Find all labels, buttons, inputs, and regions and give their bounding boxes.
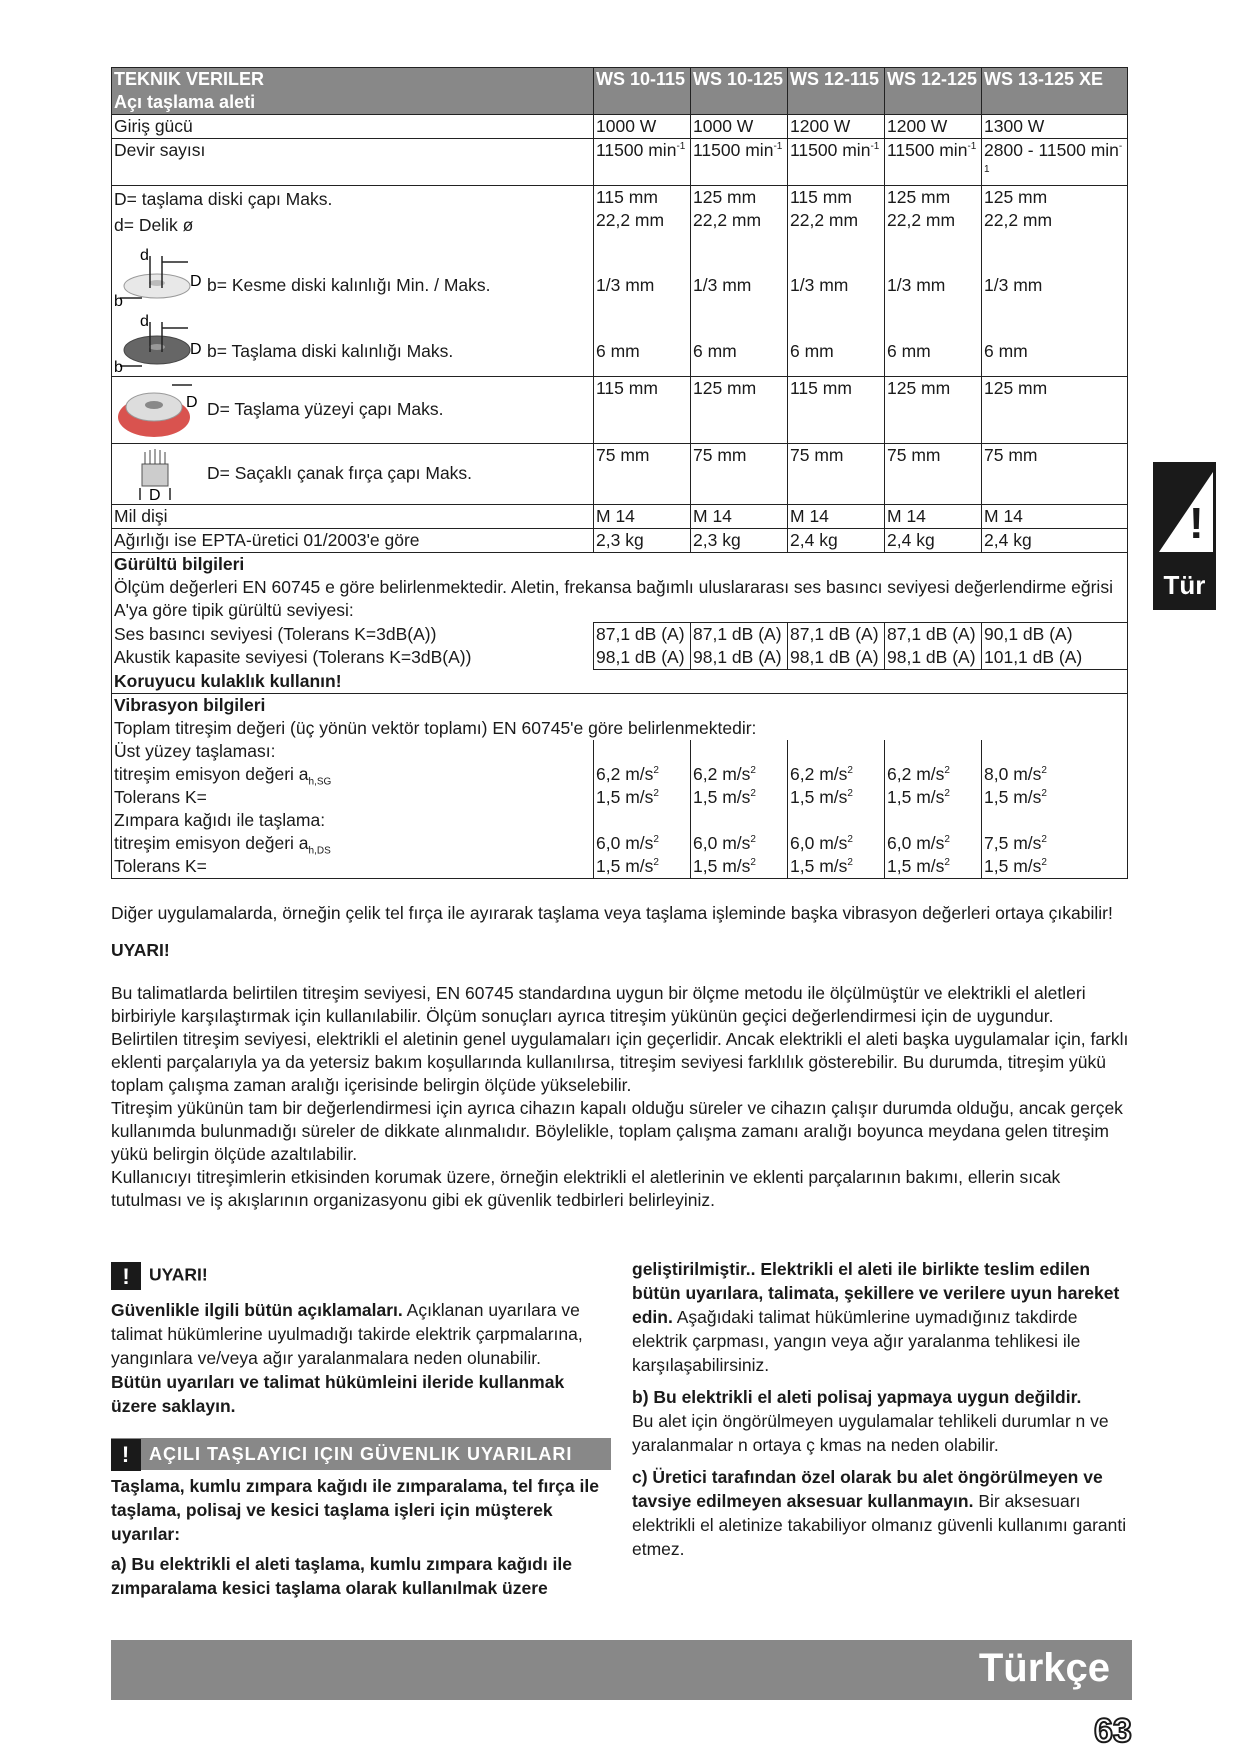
- cutting-disc-icon: [112, 248, 202, 308]
- cell-value: 90,1 dB (A): [982, 623, 1128, 647]
- cell-value: 75 mm: [885, 444, 982, 505]
- cell-value: 115 mm: [790, 187, 852, 207]
- vibration-intro: Toplam titreşim değeri (üç yönün vektör toplamı) EN 60745'e göre belirlenmektedir:: [114, 718, 757, 738]
- cell-value: [984, 763, 1125, 786]
- row-label: Ağırlığı ise EPTA-üretici 01/2003'e göre: [112, 529, 594, 553]
- speed-value: 11500 min: [790, 140, 871, 160]
- emission-subscript: h,SG: [308, 776, 332, 788]
- vib-value: 6,0 m/s: [790, 833, 848, 853]
- cell-value: 2,3 kg: [594, 529, 691, 553]
- unit-exponent: 2: [750, 834, 756, 846]
- noise-intro: Ölçüm değerleri EN 60745 e göre belirlenmektedir. Aletin, frekansa bağımlı uluslararası ses basıncı seviyesi değerlendirme eğrisi A'ya göre tipik gürültü seviyesi:: [114, 577, 1113, 620]
- cell-value: 98,1 dB (A): [788, 646, 885, 670]
- warning-paragraph: Belirtilen titreşim seviyesi, elektrikli el aletinin genel uygulamaları için geçerlidir. Ancak elektrikli el aleti başka uygulamalar için, farklı eklenti parçalarıyla ya da yetersiz bakım koşullarında kullanılırsa, titreşim seviyesi farklılık gösterebilir. Bu durumda, titreşim yükü toplam çalışma zaman aralığı içerisinde belirgin ölçüde yükselebilir.: [111, 1029, 1129, 1095]
- row-label-disc-block: [112, 186, 594, 377]
- row-label: [112, 809, 594, 879]
- cell-value: [887, 832, 979, 855]
- cell-value: M 14: [885, 505, 982, 529]
- cell-value: 2,4 kg: [788, 529, 885, 553]
- common-warnings-heading: Taşlama, kumlu zımpara kağıdı ile zımparalama, tel fırça ile taşlama, polisaj ve kesici taşlama işleri için müşterek uyarılar:: [111, 1476, 599, 1544]
- cell-value: 115 mm: [594, 377, 691, 444]
- disc-diameter-label: D= taşlama diski çapı Maks.: [114, 189, 333, 209]
- unit-exponent: 2: [944, 834, 950, 846]
- cell-value: [691, 139, 788, 186]
- vib-value: 7,5 m/s: [984, 833, 1042, 853]
- vibration-intro-cell: [112, 694, 1128, 741]
- cell-vibration: [691, 809, 788, 879]
- row-label: [112, 444, 594, 505]
- cell-disc-block: [982, 186, 1128, 377]
- warning-label: UYARI!: [149, 1264, 208, 1285]
- sanding-title: Zımpara kağıdı ile taşlama:: [114, 810, 326, 830]
- cup-brush-icon: [112, 444, 202, 502]
- warning-label-row: [111, 1262, 611, 1290]
- speed-value: 2800 - 11500 min: [984, 140, 1119, 160]
- header-title-line1: TEKNIK VERILER: [114, 69, 265, 89]
- unit-exponent: 2: [750, 788, 756, 800]
- cell-value: 2,3 kg: [691, 529, 788, 553]
- table-row: [112, 646, 1128, 670]
- cell-value: [790, 763, 882, 786]
- table-row: [112, 505, 1128, 529]
- safety-paragraph: [111, 1298, 611, 1370]
- table-row: [112, 529, 1128, 553]
- speed-value: 11500 min: [596, 140, 677, 160]
- page-number: 63: [1094, 1712, 1132, 1750]
- cell-disc-block: [885, 186, 982, 377]
- table-row: [112, 115, 1128, 139]
- cell-value: [790, 855, 882, 878]
- warning-paragraphs: [111, 982, 1131, 1212]
- cell-value: [790, 832, 882, 855]
- vib-tol: 1,5 m/s: [790, 787, 848, 807]
- unit-exponent: -1: [984, 141, 1123, 176]
- cell-value: [984, 832, 1125, 855]
- cell-vibration: [691, 740, 788, 809]
- grind-surface-label: D= Taşlama yüzeyi çapı Maks.: [207, 399, 444, 419]
- cell-value: 6 mm: [693, 341, 737, 361]
- diagram-letter-b: b: [114, 359, 123, 374]
- item-b-heading: b) Bu elektrikli el aleti polisaj yapmaya uygun değildir.: [632, 1387, 1082, 1407]
- unit-exponent: -1: [773, 141, 783, 153]
- safety-text: Açıklanan uyarılara ve talimat hükümlerine uyulmadığı takirde elektrik çarpmalarına, yangınlara ve/veya ağır yaralanmalara neden olunabilir.: [111, 1300, 583, 1368]
- cell-vibration: [982, 809, 1128, 879]
- speed-value: 11500 min: [887, 140, 968, 160]
- unit-exponent: 2: [653, 788, 659, 800]
- unit-exponent: -1: [870, 141, 880, 153]
- cell-value: 1/3 mm: [984, 275, 1043, 295]
- cell-value: [596, 855, 688, 878]
- table-row: [112, 809, 1128, 879]
- grind-thickness-label: b= Taşlama diski kalınlığı Maks.: [207, 341, 454, 361]
- item-c-text: Bir aksesuarı elektrikli el aletinize takabiliyor olmanız güvenli kullanımı garanti etmez.: [632, 1491, 1127, 1559]
- cell-value: 2,4 kg: [885, 529, 982, 553]
- cell-value: [887, 786, 979, 809]
- cell-value: 125 mm: [982, 377, 1128, 444]
- cell-value: 125 mm: [693, 187, 757, 207]
- cell-value: 125 mm: [885, 377, 982, 444]
- item-c: [632, 1465, 1132, 1561]
- safety-banner: [111, 1438, 611, 1470]
- warning-paragraph: Titreşim yükünün tam bir değerlendirmesi için ayrıca cihazın kapalı olduğu süreler ve cihazın çalışır durumda olduğu, ancak gerçek kullanımda bulunmadığı süreler de dikkate alınmalıdır. Böylelikle, toplam çalışma zamanı aralığı boyunca meydana gelen titreşim yükü belirgin ölçüde azaltılabilir.: [111, 1098, 1123, 1164]
- table-row: [112, 740, 1128, 809]
- cell-value: M 14: [788, 505, 885, 529]
- vib-tol: 1,5 m/s: [887, 856, 945, 876]
- warning-paragraph: Kullanıcıyı titreşimlerin etkisinden korumak üzere, örneğin elektrikli el aletlerinin ve eklenti parçalarının bakımı, ellerin sıcak tutulması ve iş akışlarının organizasyonu gibi ek güvenlik tedbirleri belirleyiniz.: [111, 1167, 1061, 1210]
- vib-value: 6,0 m/s: [596, 833, 654, 853]
- cell-vibration: [594, 809, 691, 879]
- cell-value: [984, 855, 1125, 878]
- unit-exponent: 2: [847, 765, 853, 777]
- row-label: Mil dişi: [112, 505, 594, 529]
- emission-subscript: h,DS: [308, 845, 331, 857]
- row-label: [112, 740, 594, 809]
- tolerance-label: Tolerans K=: [114, 856, 207, 876]
- cell-value: 125 mm: [984, 187, 1048, 207]
- cell-value: 22,2 mm: [790, 210, 859, 230]
- cell-value: 1000 W: [691, 115, 788, 139]
- vib-value: 6,2 m/s: [887, 764, 945, 784]
- language-side-tab: [1153, 462, 1216, 610]
- vib-tol: 1,5 m/s: [596, 787, 654, 807]
- header-title-line2: Açı taşlama aleti: [114, 92, 256, 112]
- cell-vibration: [982, 740, 1128, 809]
- cell-value: [788, 139, 885, 186]
- cell-value: 87,1 dB (A): [691, 623, 788, 647]
- cut-thickness-label: b= Kesme diski kalınlığı Min. / Maks.: [207, 275, 491, 295]
- vib-tol: 1,5 m/s: [984, 787, 1042, 807]
- cell-value: 1200 W: [885, 115, 982, 139]
- emission-sg-label: [114, 763, 591, 786]
- vib-value: 6,0 m/s: [693, 833, 751, 853]
- model-header: WS 13-125 XE: [982, 68, 1128, 115]
- vibration-title: Vibrasyon bilgileri: [114, 695, 266, 715]
- cell-value: 22,2 mm: [887, 210, 956, 230]
- diagram-letter-b: b: [114, 293, 123, 308]
- item-a-bold: geliştirilmiştir.. Elektrikli el aleti ile birlikte teslim edilen bütün uyarılara, talimata, şekillere ve verilere uyun hareket edin.: [632, 1259, 1120, 1327]
- row-label: [112, 377, 594, 444]
- unit-exponent: 2: [750, 857, 756, 869]
- cell-value: 87,1 dB (A): [885, 623, 982, 647]
- keep-instructions: Bütün uyarıları ve talimat hükümleini ileride kullanmak üzere saklayın.: [111, 1372, 565, 1416]
- warning-triangle-icon: !: [111, 1262, 141, 1290]
- unit-exponent: 2: [847, 857, 853, 869]
- cell-value: M 14: [691, 505, 788, 529]
- unit-exponent: 2: [653, 857, 659, 869]
- cell-vibration: [594, 740, 691, 809]
- cell-value: 87,1 dB (A): [788, 623, 885, 647]
- cell-value: 6 mm: [790, 341, 834, 361]
- cell-value: 2,4 kg: [982, 529, 1128, 553]
- speed-value: 11500 min: [693, 140, 774, 160]
- cell-vibration: [788, 740, 885, 809]
- surface-grinding-title: Üst yüzey taşlaması:: [114, 741, 276, 761]
- item-b-text: Bu alet için öngörülmeyen uygulamalar tehlikeli durumlar n ve yaralanmalar n ortaya ç kmas na neden olabilir.: [632, 1411, 1109, 1455]
- cell-value: 1300 W: [982, 115, 1128, 139]
- row-label: Devir sayısı: [112, 139, 594, 186]
- vib-tol: 1,5 m/s: [887, 787, 945, 807]
- model-header: WS 12-115: [788, 68, 885, 115]
- cell-value: 6 mm: [984, 341, 1028, 361]
- item-c-bold: c) Üretici tarafından özel olarak bu alet öngörülmeyen ve tavsiye edilmeyen aksesuar kullanmayın.: [632, 1467, 1103, 1511]
- warning-paragraph: Bu talimatlarda belirtilen titreşim seviyesi, EN 60745 standardına uygun bir ölçme metodu ile ölçülmüştür ve elektrikli el aletleri birbiriyle karşılaştırmak için kullanılabilir. Ölçüm sonuçları ayrıca titreşim yükünün geçici değerlendirmesi için de uygundur.: [111, 983, 1086, 1026]
- item-a-continued: [632, 1257, 1132, 1377]
- table-row: [112, 444, 1128, 505]
- cell-value: 75 mm: [594, 444, 691, 505]
- vib-value: 6,2 m/s: [596, 764, 654, 784]
- row-label: Giriş gücü: [112, 115, 594, 139]
- sanding-pad-icon: [112, 379, 202, 441]
- unit-exponent: 2: [750, 765, 756, 777]
- row-label: Ses basıncı seviyesi (Tolerans K=3dB(A)): [112, 623, 594, 647]
- vib-tol: 1,5 m/s: [596, 856, 654, 876]
- unit-exponent: 2: [847, 834, 853, 846]
- table-row: [112, 139, 1128, 186]
- diagram-letter-D: D: [149, 487, 161, 502]
- model-header: WS 10-115: [594, 68, 691, 115]
- table-header-row: [112, 68, 1128, 115]
- vib-value: 6,0 m/s: [887, 833, 945, 853]
- table-row: [112, 623, 1128, 647]
- cell-value: 22,2 mm: [693, 210, 762, 230]
- cell-value: 98,1 dB (A): [691, 646, 788, 670]
- cell-vibration: [788, 809, 885, 879]
- table-row: [112, 670, 1128, 694]
- cell-value: [693, 855, 785, 878]
- cell-value: 115 mm: [788, 377, 885, 444]
- left-column: [111, 1262, 611, 1600]
- emission-ds-label: [114, 832, 591, 855]
- warning-text-block: [111, 902, 1131, 1212]
- banner-text: AÇILI TAŞLAYICI IÇIN GÜVENLIK UYARILARI: [149, 1444, 573, 1464]
- cell-value: 98,1 dB (A): [594, 646, 691, 670]
- noise-title: Gürültü bilgileri: [114, 554, 245, 574]
- warning-heading: UYARI!: [111, 940, 170, 960]
- cell-value: [693, 832, 785, 855]
- cell-disc-block: [788, 186, 885, 377]
- vib-value: 6,2 m/s: [693, 764, 751, 784]
- unit-exponent: 2: [1041, 788, 1047, 800]
- cell-value: 75 mm: [691, 444, 788, 505]
- cell-value: 1/3 mm: [887, 275, 946, 295]
- cell-value: [885, 139, 982, 186]
- unit-exponent: 2: [847, 788, 853, 800]
- technical-data-table: [111, 67, 1128, 879]
- cell-value: 1000 W: [594, 115, 691, 139]
- cell-disc-block: [594, 186, 691, 377]
- table-row-disc-block: [112, 186, 1128, 377]
- diagram-letter-d: d: [140, 248, 149, 264]
- unit-exponent: -1: [967, 141, 977, 153]
- cell-value: 125 mm: [691, 377, 788, 444]
- cell-value: 101,1 dB (A): [982, 646, 1128, 670]
- footer-language-title: Türkçe: [978, 1646, 1110, 1690]
- cell-disc-block: [691, 186, 788, 377]
- cell-value: 22,2 mm: [984, 210, 1053, 230]
- cell-value: 115 mm: [596, 187, 658, 207]
- cell-value: [693, 763, 785, 786]
- svg-text:!: !: [1189, 499, 1204, 548]
- emission-label-text: titreşim emisyon değeri a: [114, 833, 309, 853]
- cell-value: 75 mm: [788, 444, 885, 505]
- cell-value: 1/3 mm: [790, 275, 849, 295]
- cell-value: [887, 855, 979, 878]
- cell-value: [596, 786, 688, 809]
- diagram-letter-d: d: [140, 314, 149, 330]
- unit-exponent: 2: [653, 765, 659, 777]
- unit-exponent: 2: [1041, 834, 1047, 846]
- cell-vibration: [885, 740, 982, 809]
- row-label: Akustik kapasite seviyesi (Tolerans K=3dB(A)): [112, 646, 594, 670]
- cell-value: M 14: [594, 505, 691, 529]
- cell-value: [887, 763, 979, 786]
- right-column: [632, 1257, 1132, 1561]
- unit-exponent: 2: [1041, 857, 1047, 869]
- cell-value: [790, 786, 882, 809]
- cell-vibration: [885, 809, 982, 879]
- cell-value: [984, 786, 1125, 809]
- vib-tol: 1,5 m/s: [984, 856, 1042, 876]
- noise-section-header: [112, 553, 1128, 623]
- item-a: a) Bu elektrikli el aleti taşlama, kumlu zımpara kağıdı ile zımparalama kesici taşlama olarak kullanılmak üzere: [111, 1554, 573, 1598]
- cell-value: 6 mm: [887, 341, 931, 361]
- grinding-disc-icon: [112, 314, 202, 374]
- cell-value: [596, 832, 688, 855]
- brush-diameter-label: D= Saçaklı çanak fırça çapı Maks.: [207, 463, 473, 483]
- tolerance-label: Tolerans K=: [114, 787, 207, 807]
- cell-value: 1/3 mm: [693, 275, 752, 295]
- model-header: WS 12-125: [885, 68, 982, 115]
- cell-value: [982, 139, 1128, 186]
- cell-value: 98,1 dB (A): [885, 646, 982, 670]
- unit-exponent: -1: [676, 141, 686, 153]
- vib-tol: 1,5 m/s: [790, 856, 848, 876]
- vib-tol: 1,5 m/s: [693, 856, 751, 876]
- unit-exponent: 2: [944, 857, 950, 869]
- cell-value: 1200 W: [788, 115, 885, 139]
- cell-value: 1/3 mm: [596, 275, 655, 295]
- cell-value: 6 mm: [596, 341, 640, 361]
- diagram-letter-D: D: [190, 273, 202, 290]
- table-row: [112, 377, 1128, 444]
- cell-value: 75 mm: [982, 444, 1128, 505]
- diagram-letter-D: D: [186, 394, 198, 411]
- other-applications-note: Diğer uygulamalarda, örneğin çelik tel fırça ile ayırarak taşlama veya taşlama işleminde başka vibrasyon değerleri ortaya çıkabilir!: [111, 903, 1113, 923]
- vib-value: 6,2 m/s: [790, 764, 848, 784]
- unit-exponent: 2: [944, 765, 950, 777]
- unit-exponent: 2: [944, 788, 950, 800]
- model-header: WS 10-125: [691, 68, 788, 115]
- cell-value: [596, 763, 688, 786]
- cell-value: 22,2 mm: [596, 210, 665, 230]
- warning-triangle-icon: [1153, 462, 1216, 562]
- bore-label: d= Delik ø: [114, 215, 194, 235]
- footer-bar: [111, 1640, 1132, 1700]
- cell-value: [594, 139, 691, 186]
- header-title: [112, 68, 594, 115]
- warning-triangle-icon: !: [111, 1439, 141, 1471]
- vib-tol: 1,5 m/s: [693, 787, 751, 807]
- unit-exponent: 2: [653, 834, 659, 846]
- vib-value: 8,0 m/s: [984, 764, 1042, 784]
- cell-value: 87,1 dB (A): [594, 623, 691, 647]
- cell-value: M 14: [982, 505, 1128, 529]
- vibration-section-header: [112, 694, 1128, 741]
- safety-bold: Güvenlikle ilgili bütün açıklamaları.: [111, 1300, 403, 1320]
- cell-value: 125 mm: [887, 187, 951, 207]
- emission-label-text: titreşim emisyon değeri a: [114, 764, 309, 784]
- protect-note: Koruyucu kulaklık kullanın!: [112, 670, 1128, 694]
- item-a-text: Aşağıdaki talimat hükümlerine uymadığınız takdirde elektrik çarpması, yangın veya ağır yaralanma tehlikesi ile karşılaşabilirsiniz.: [632, 1307, 1081, 1375]
- cell-value: [693, 786, 785, 809]
- noise-intro-cell: [112, 553, 1128, 623]
- side-tab-label: Tür: [1163, 570, 1206, 600]
- diagram-letter-D: D: [190, 341, 202, 358]
- unit-exponent: 2: [1041, 765, 1047, 777]
